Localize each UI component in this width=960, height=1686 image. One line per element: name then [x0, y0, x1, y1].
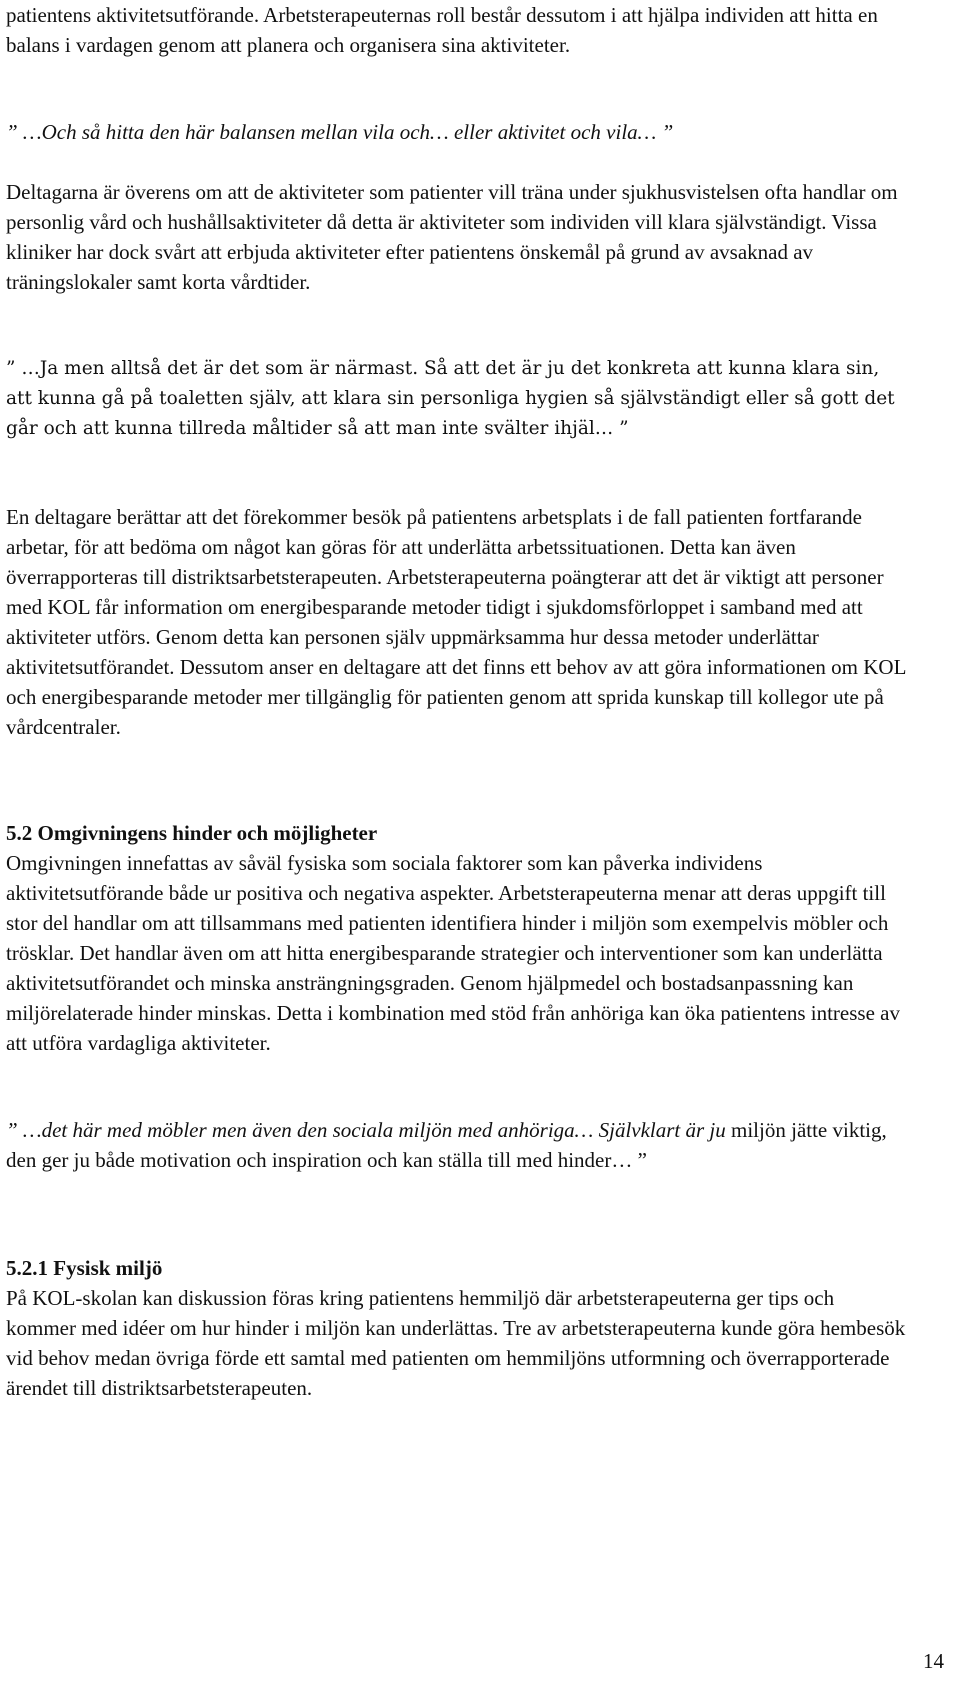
subsection-heading: 5.2.1 Fysisk miljö	[6, 1256, 163, 1280]
quote-italic-part: ” …det här med möbler men även den sociala miljön med anhöriga… Självklart är ju	[6, 1118, 726, 1142]
body-paragraph: Omgivningen innefattas av såväl fysiska som sociala faktorer som kan påverka individens aktivitetsutförande både ur positiva och negativa aspekter. Arbetsterapeuterna menar att deras uppgift till stor del handlar om att tillsammans med patienten identifiera hinder i miljön som exempelvis möbler och trösklar. Det handlar även om att hitta energibesparande strategier och interventioner som kan underlätta aktivitetsutförandet och minska ansträngningsgraden. Genom hjälpmedel och bostadsanpassning kan miljörelaterade hinder minskas. Detta i kombination med stöd från anhöriga kan öka patientens intresse av att utföra vardagliga aktiviteter.	[6, 851, 900, 1055]
quote-plain-part: miljön jätte viktig, den ger ju både motivation och inspiration och kan ställa till med hinder… ”	[6, 1118, 887, 1172]
body-paragraph: patientens aktivitetsutförande. Arbetsterapeuternas roll består dessutom i att hjälpa individen att hitta en balans i vardagen genom att planera och organisera sina aktiviteter.	[6, 3, 878, 57]
body-paragraph: En deltagare berättar att det förekommer besök på patientens arbetsplats i de fall patienten fortfarande arbetar, för att bedöma om något kan göras för att underlätta arbetssituationen. Detta kan även överrapporteras till distriktsarbetsterapeuten. Arbetsterapeuterna poängterar att det är viktigt att personer med KOL får information om energibesparande metoder tidigt i sjukdomsförloppet i samband med att aktiviteter utförs. Genom detta kan personen själv uppmärksamma hur dessa metoder underlättar aktivitetsutförandet. Dessutom anser en deltagare att det finns ett behov av att göra informationen om KOL och energibesparande metoder mer tillgänglig för patienten genom att sprida kunskap till kollegor ute på vårdcentraler.	[6, 505, 906, 739]
interview-quote: ” …Ja men alltså det är det som är närmast. Så att det är ju det konkreta att kunna klara sin, att kunna gå på toaletten själv, att klara sin personliga hygien så självständigt eller så gott det går och att kunna tillreda måltider så att man inte svälter ihjäl… ”	[6, 358, 895, 439]
section-heading: 5.2 Omgivningens hinder och möjligheter	[6, 821, 378, 845]
body-paragraph: På KOL-skolan kan diskussion föras kring patientens hemmiljö där arbetsterapeuterna ger tips och kommer med idéer om hur hinder i miljön kan underlättas. Tre av arbetsterapeuterna kunde göra hembesök vid behov medan övriga förde ett samtal med patienten om hemmiljöns utformning och överrapporterade ärendet till distriktsarbetsterapeuten.	[6, 1286, 906, 1400]
page-number: 14	[923, 1649, 944, 1673]
body-paragraph: Deltagarna är överens om att de aktiviteter som patienter vill träna under sjukhusvistelsen ofta handlar om personlig vård och hushållsaktiviteter då detta är aktiviteter som individen vill klara självständigt. Vissa kliniker har dock svårt att erbjuda aktiviteter efter patientens önskemål på grund av avsaknad av träningslokaler samt korta vårdtider.	[6, 180, 898, 294]
interview-quote	[6, 1115, 906, 1175]
interview-quote: ” …Och så hitta den här balansen mellan vila och… eller aktivitet och vila… ”	[6, 120, 674, 144]
